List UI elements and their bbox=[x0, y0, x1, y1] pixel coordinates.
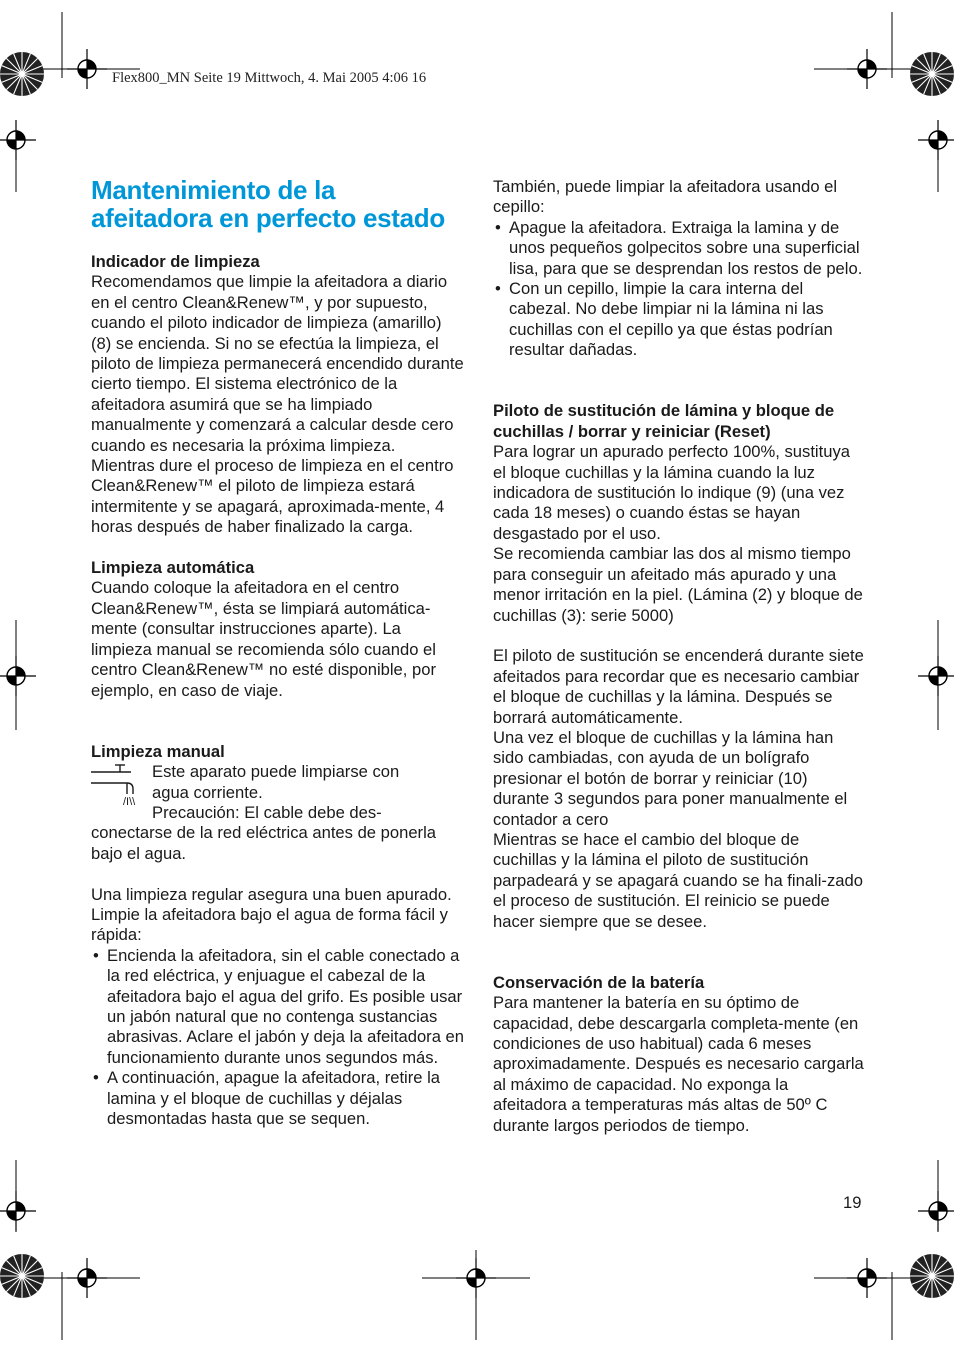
svg-text:/I\\: /I\\ bbox=[123, 796, 136, 807]
paragraph: Mientras se hace el cambio del bloque de cuchillas y la lámina el piloto de sustitución parpadeará y se apagará cuando se ha finali-zado el proceso de sustitución. El reinicio se puede hacer siempre que se desee. bbox=[493, 829, 863, 931]
water-cleaning-note bbox=[91, 762, 466, 864]
list-item: • Apague la afeitadora. Extraiga la lamina y de unos pequeños golpecitos sobre una superficial lisa, para que se desprendan los restos de pelo. bbox=[493, 218, 865, 279]
paragraph: conectarse de la red eléctrica antes de ponerla bajo el agua. bbox=[91, 823, 436, 863]
heading-bateria: Conservación de la batería bbox=[493, 972, 705, 992]
page-number: 19 bbox=[843, 1193, 862, 1212]
heading-indicador: Indicador de limpieza bbox=[91, 252, 260, 271]
icon-text-line-1: Este aparato puede limpiarse con bbox=[152, 762, 400, 782]
section-piloto bbox=[493, 401, 865, 932]
left-column bbox=[91, 176, 466, 1129]
paragraph: También, puede limpiar la afeitadora usando el cepillo: bbox=[493, 177, 838, 217]
bullet-list bbox=[91, 946, 466, 1130]
list-item: • Encienda la afeitadora, sin el cable conectado a la red eléctrica, y enjuague el cabezal de la afeitadora bajo el agua del grifo. Es posible usar un jabón natural que no contenga sustancias abrasivas. Aclare el jabón y deja la afeitadora en funcionamiento durante unos segundos más. bbox=[91, 946, 466, 1068]
page-title bbox=[91, 176, 466, 232]
paragraph: Una limpieza regular asegura una buen apurado. Limpie la afeitadora bajo el agua de forma fácil y rápida: bbox=[91, 884, 452, 945]
icon-text-line-3: Precaución: El cable debe des- bbox=[152, 802, 382, 822]
paragraph: Para mantener la batería en su óptimo de capacidad, debe descargarla completa-mente (en condiciones de uso habitual) cada 6 meses aproximadamente. Después es necesario cargarla al máximo de capacidad. No exponga la afeitadora a temperaturas más altas de 50º C durante largos periodos de tiempo. bbox=[493, 993, 864, 1135]
list-item: • A continuación, apague la afeitadora, retire la lamina y el bloque de cuchillas y déjalas desmontadas hasta que se sequen. bbox=[91, 1068, 466, 1129]
heading-manual: Limpieza manual bbox=[91, 741, 225, 761]
right-column bbox=[493, 177, 865, 1136]
paragraph: Se recomienda cambiar las dos al mismo tiempo para conseguir un afeitado más apurado y una menor irritación en la piel. (Lámina (2) y bloque de cuchillas (3): serie 5000) bbox=[493, 544, 863, 625]
section-automatica bbox=[91, 558, 466, 701]
section-bateria bbox=[493, 973, 865, 1136]
paragraph: Una vez el bloque de cuchillas y la lámina han sido cambiadas, con ayuda de un bolígrafo presionar el botón de borrar y reiniciar (10) durante 3 segundos para poner manualmente el contador a cero bbox=[493, 727, 848, 829]
section-indicador bbox=[91, 252, 466, 538]
paragraph: Mientras dure el proceso de limpieza en el centro Clean&Renew™ el piloto de limpieza estará intermitente y se apagará, aproximada-mente, 4 horas después de haber finalizado la carga. bbox=[91, 456, 454, 537]
title-line-1: Mantenimiento de la bbox=[91, 175, 336, 205]
heading-automatica: Limpieza automática bbox=[91, 558, 255, 578]
bullet-list bbox=[493, 218, 865, 361]
paragraph: Para lograr un apurado perfecto 100%, sustituya el bloque cuchillas y la lámina cuando la luz indicadora de sustitución lo indique (9) (una vez cada 18 meses) o cuando éstas se hayan desgastado por el uso. bbox=[493, 442, 850, 543]
section-manual bbox=[91, 742, 466, 1130]
paragraph: Recomendamos que limpie la afeitadora a diario en el centro Clean&Renew™, y por supuesto, cuando el piloto indicador de limpieza (amarillo) (8) se encienda. Si no se efectúa la limpieza, el piloto de limpieza permanecerá encendido durante cierto tiempo. El sistema electrónico de la afeitadora asumirá que se ha limpiado manualmente y comenzará a calcular desde cero cuando es necesaria la próxima limpieza. bbox=[91, 272, 464, 455]
paragraph: El piloto de sustitución se encenderá durante siete afeitados para recordar que es necesario cambiar el bloque de cuchillas y la lámina. Después se borrará automáticamente. bbox=[493, 646, 864, 727]
water-tap-icon bbox=[91, 762, 137, 806]
list-item: • Con un cepillo, limpie la cara interna del cabezal. No debe limpiar ni la lámina ni las cuchillas con el cepillo ya que éstas podrían resultar dañadas. bbox=[493, 279, 865, 361]
print-header: Flex800_MN Seite 19 Mittwoch, 4. Mai 2005 4:06 16 bbox=[112, 70, 427, 86]
heading-piloto: Piloto de sustitución de lámina y bloque de cuchillas / borrar y reiniciar (Reset) bbox=[493, 401, 835, 441]
icon-text-line-2: agua corriente. bbox=[152, 782, 263, 802]
section-cepillo bbox=[493, 177, 865, 361]
paragraph: Cuando coloque la afeitadora en el centro Clean&Renew™, ésta se limpiará automática-mente (consultar instrucciones aparte). La limpieza manual se recomienda sólo cuando el centro Clean&Renew™ no esté disponible, por ejemplo, en caso de viaje. bbox=[91, 578, 436, 700]
title-line-2: afeitadora en perfecto estado bbox=[91, 203, 445, 233]
